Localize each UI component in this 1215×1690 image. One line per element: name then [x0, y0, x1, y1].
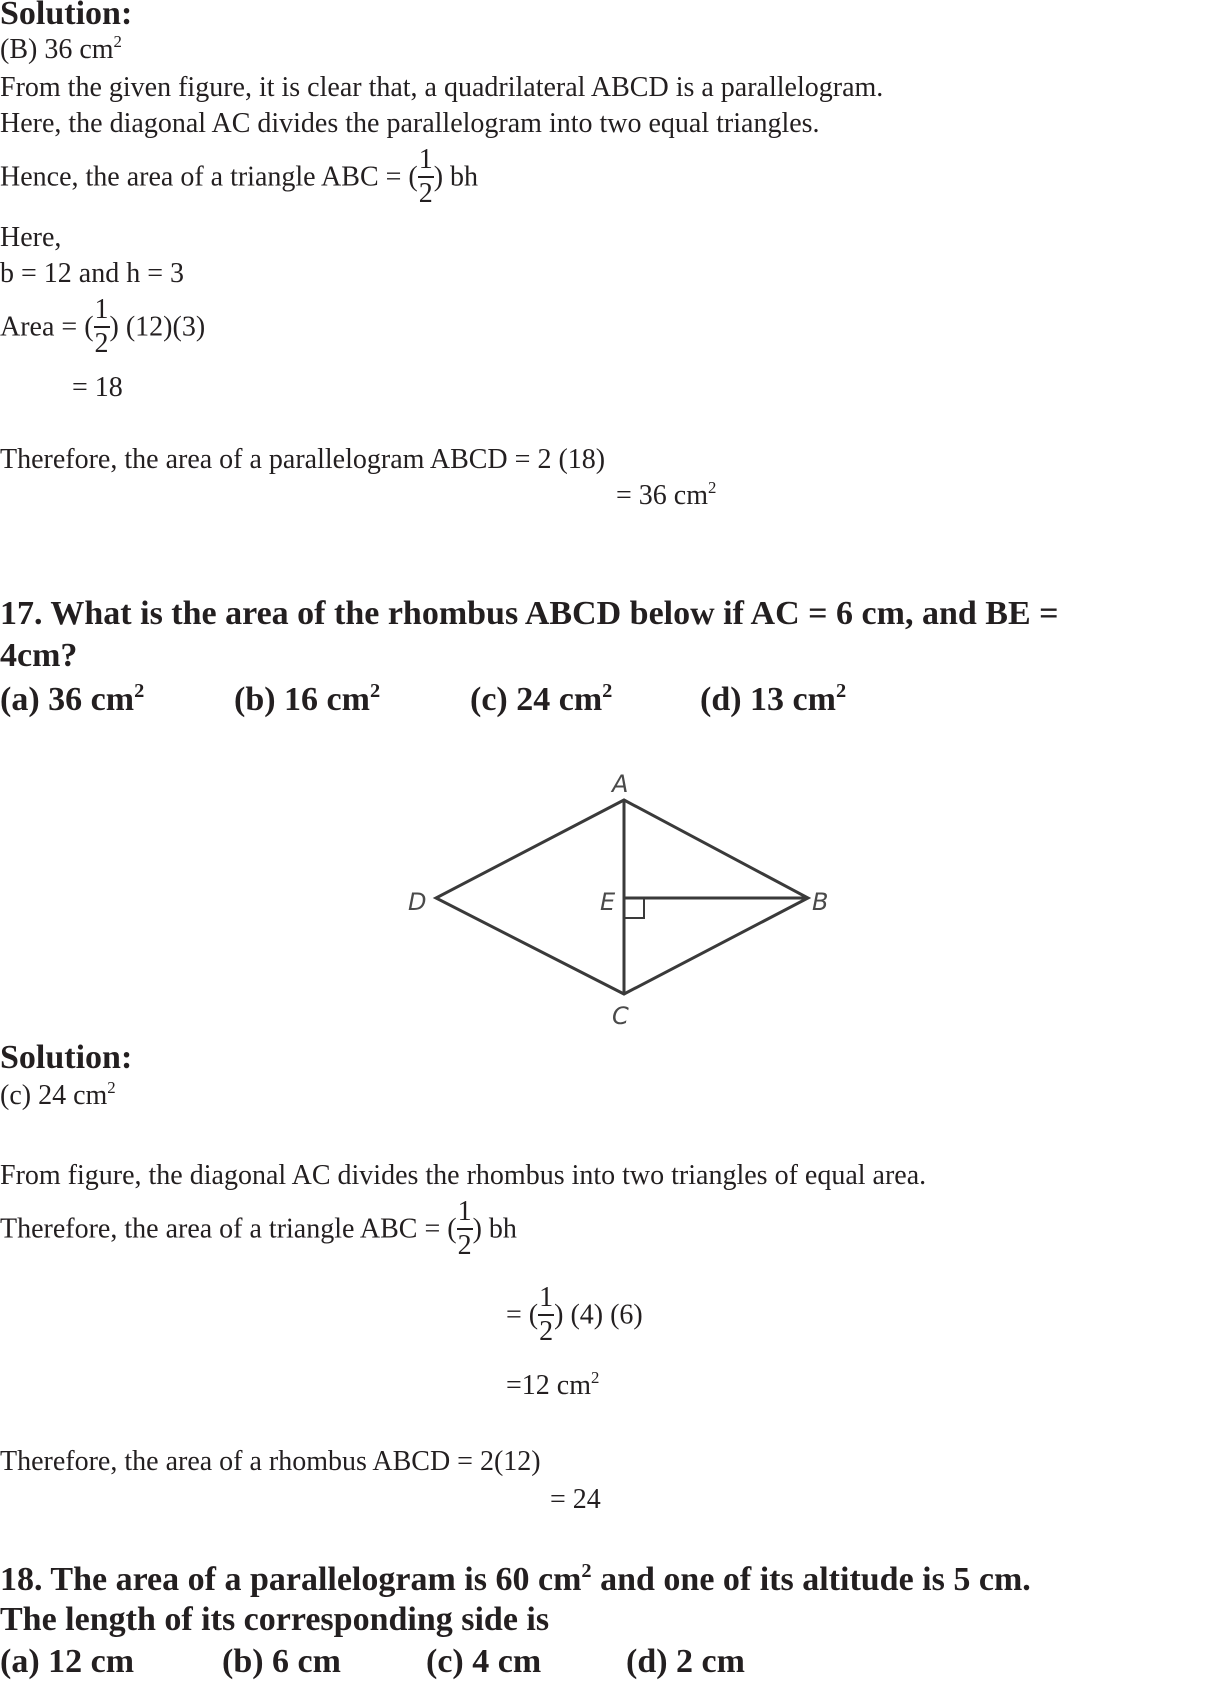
numerator: 1	[457, 1196, 472, 1227]
solution-heading: Solution:	[0, 1039, 133, 1076]
option-d: (d) 2 cm	[626, 1643, 745, 1680]
answer-text: (c) 24 cm	[0, 1080, 108, 1111]
option-a	[0, 680, 234, 720]
question-18-options	[0, 1642, 745, 1682]
label-d: D	[408, 888, 427, 916]
fraction-one-half	[457, 1198, 473, 1260]
formula-prefix: Therefore, the area of a triangle ABC = (	[0, 1213, 457, 1245]
final-result: = 24	[550, 1484, 601, 1515]
given-values: b = 12 and h = 3	[0, 258, 185, 289]
denominator: 2	[457, 1230, 472, 1261]
formula-suffix: ) (12)(3)	[109, 311, 206, 343]
option-a: (a) 12 cm	[0, 1643, 135, 1680]
final-statement: Therefore, the area of a rhombus ABCD = 2(12)	[0, 1446, 541, 1477]
exponent: 2	[134, 679, 145, 702]
formula-suffix: ) bh	[433, 161, 479, 193]
label-b: B	[812, 888, 829, 916]
formula-line	[0, 1196, 517, 1262]
answer-text: (B) 36 cm	[0, 34, 114, 65]
formula-prefix: Hence, the area of a triangle ABC = (	[0, 161, 418, 193]
step-result	[506, 1370, 599, 1402]
denominator: 2	[94, 328, 109, 359]
label-a: A	[612, 770, 629, 798]
final-statement: Therefore, the area of a parallelogram ABCD = 2 (18)	[0, 444, 606, 475]
solution-text-line: From the given figure, it is clear that, a quadrilateral ABCD is a parallelogram.	[0, 72, 884, 103]
option-c	[470, 680, 700, 720]
label-c: C	[612, 1002, 629, 1030]
solution-answer	[0, 1080, 116, 1112]
fraction-one-half	[418, 146, 434, 208]
denominator: 2	[418, 178, 433, 209]
formula-prefix: = (	[506, 1299, 539, 1331]
exponent: 2	[591, 1368, 600, 1388]
question-18-line1	[0, 1560, 1031, 1600]
result-text: = 36 cm	[616, 480, 708, 511]
fraction-one-half	[538, 1284, 554, 1346]
formula-prefix: Area = (	[0, 311, 94, 343]
exponent: 2	[602, 679, 613, 702]
exponent: 2	[581, 1559, 592, 1582]
solution-answer	[0, 34, 122, 66]
exponent: 2	[107, 1078, 116, 1098]
solution-text-line: Here,	[0, 222, 62, 253]
numerator: 1	[94, 294, 109, 325]
formula-line	[0, 144, 479, 210]
option-label: (d) 13 cm	[700, 681, 836, 718]
numerator: 1	[418, 144, 433, 175]
option-d	[700, 680, 846, 720]
denominator: 2	[539, 1316, 554, 1347]
exponent: 2	[113, 32, 122, 52]
right-angle-marker	[624, 898, 644, 918]
area-result: = 18	[72, 372, 123, 403]
question-17-options	[0, 680, 846, 720]
question-17-line1: 17. What is the area of the rhombus ABCD below if AC = 6 cm, and BE =	[0, 595, 1059, 632]
rhombus-figure	[380, 755, 840, 1035]
question-18-line2: The length of its corresponding side is	[0, 1601, 550, 1638]
rhombus-lines	[436, 800, 808, 994]
formula-suffix: ) bh	[472, 1213, 517, 1245]
option-b: (b) 6 cm	[222, 1643, 341, 1680]
formula-step	[506, 1282, 643, 1348]
area-formula	[0, 294, 206, 360]
fraction-one-half	[94, 296, 110, 358]
result-text: =12 cm	[506, 1370, 591, 1401]
formula-suffix: ) (4) (6)	[554, 1299, 643, 1331]
option-label: (b) 16 cm	[234, 681, 370, 718]
solution-text-line: Here, the diagonal AC divides the parallelogram into two equal triangles.	[0, 108, 820, 139]
final-result	[616, 480, 716, 512]
option-c: (c) 4 cm	[426, 1643, 542, 1680]
exponent: 2	[369, 679, 381, 702]
question-17-line2: 4cm?	[0, 637, 78, 674]
question-text: 18. The area of a parallelogram is 60 cm	[0, 1561, 582, 1598]
option-label: (a) 36 cm	[0, 681, 135, 718]
label-e: E	[600, 888, 616, 916]
solution-text-line: From figure, the diagonal AC divides the rhombus into two triangles of equal area.	[0, 1160, 927, 1191]
exponent: 2	[835, 679, 847, 702]
option-b	[234, 680, 470, 720]
exponent: 2	[708, 478, 717, 498]
option-label: (c) 24 cm	[470, 681, 603, 718]
numerator: 1	[539, 1282, 554, 1313]
question-text: and one of its altitude is 5 cm.	[591, 1561, 1031, 1598]
solution-heading: Solution:	[0, 0, 133, 32]
